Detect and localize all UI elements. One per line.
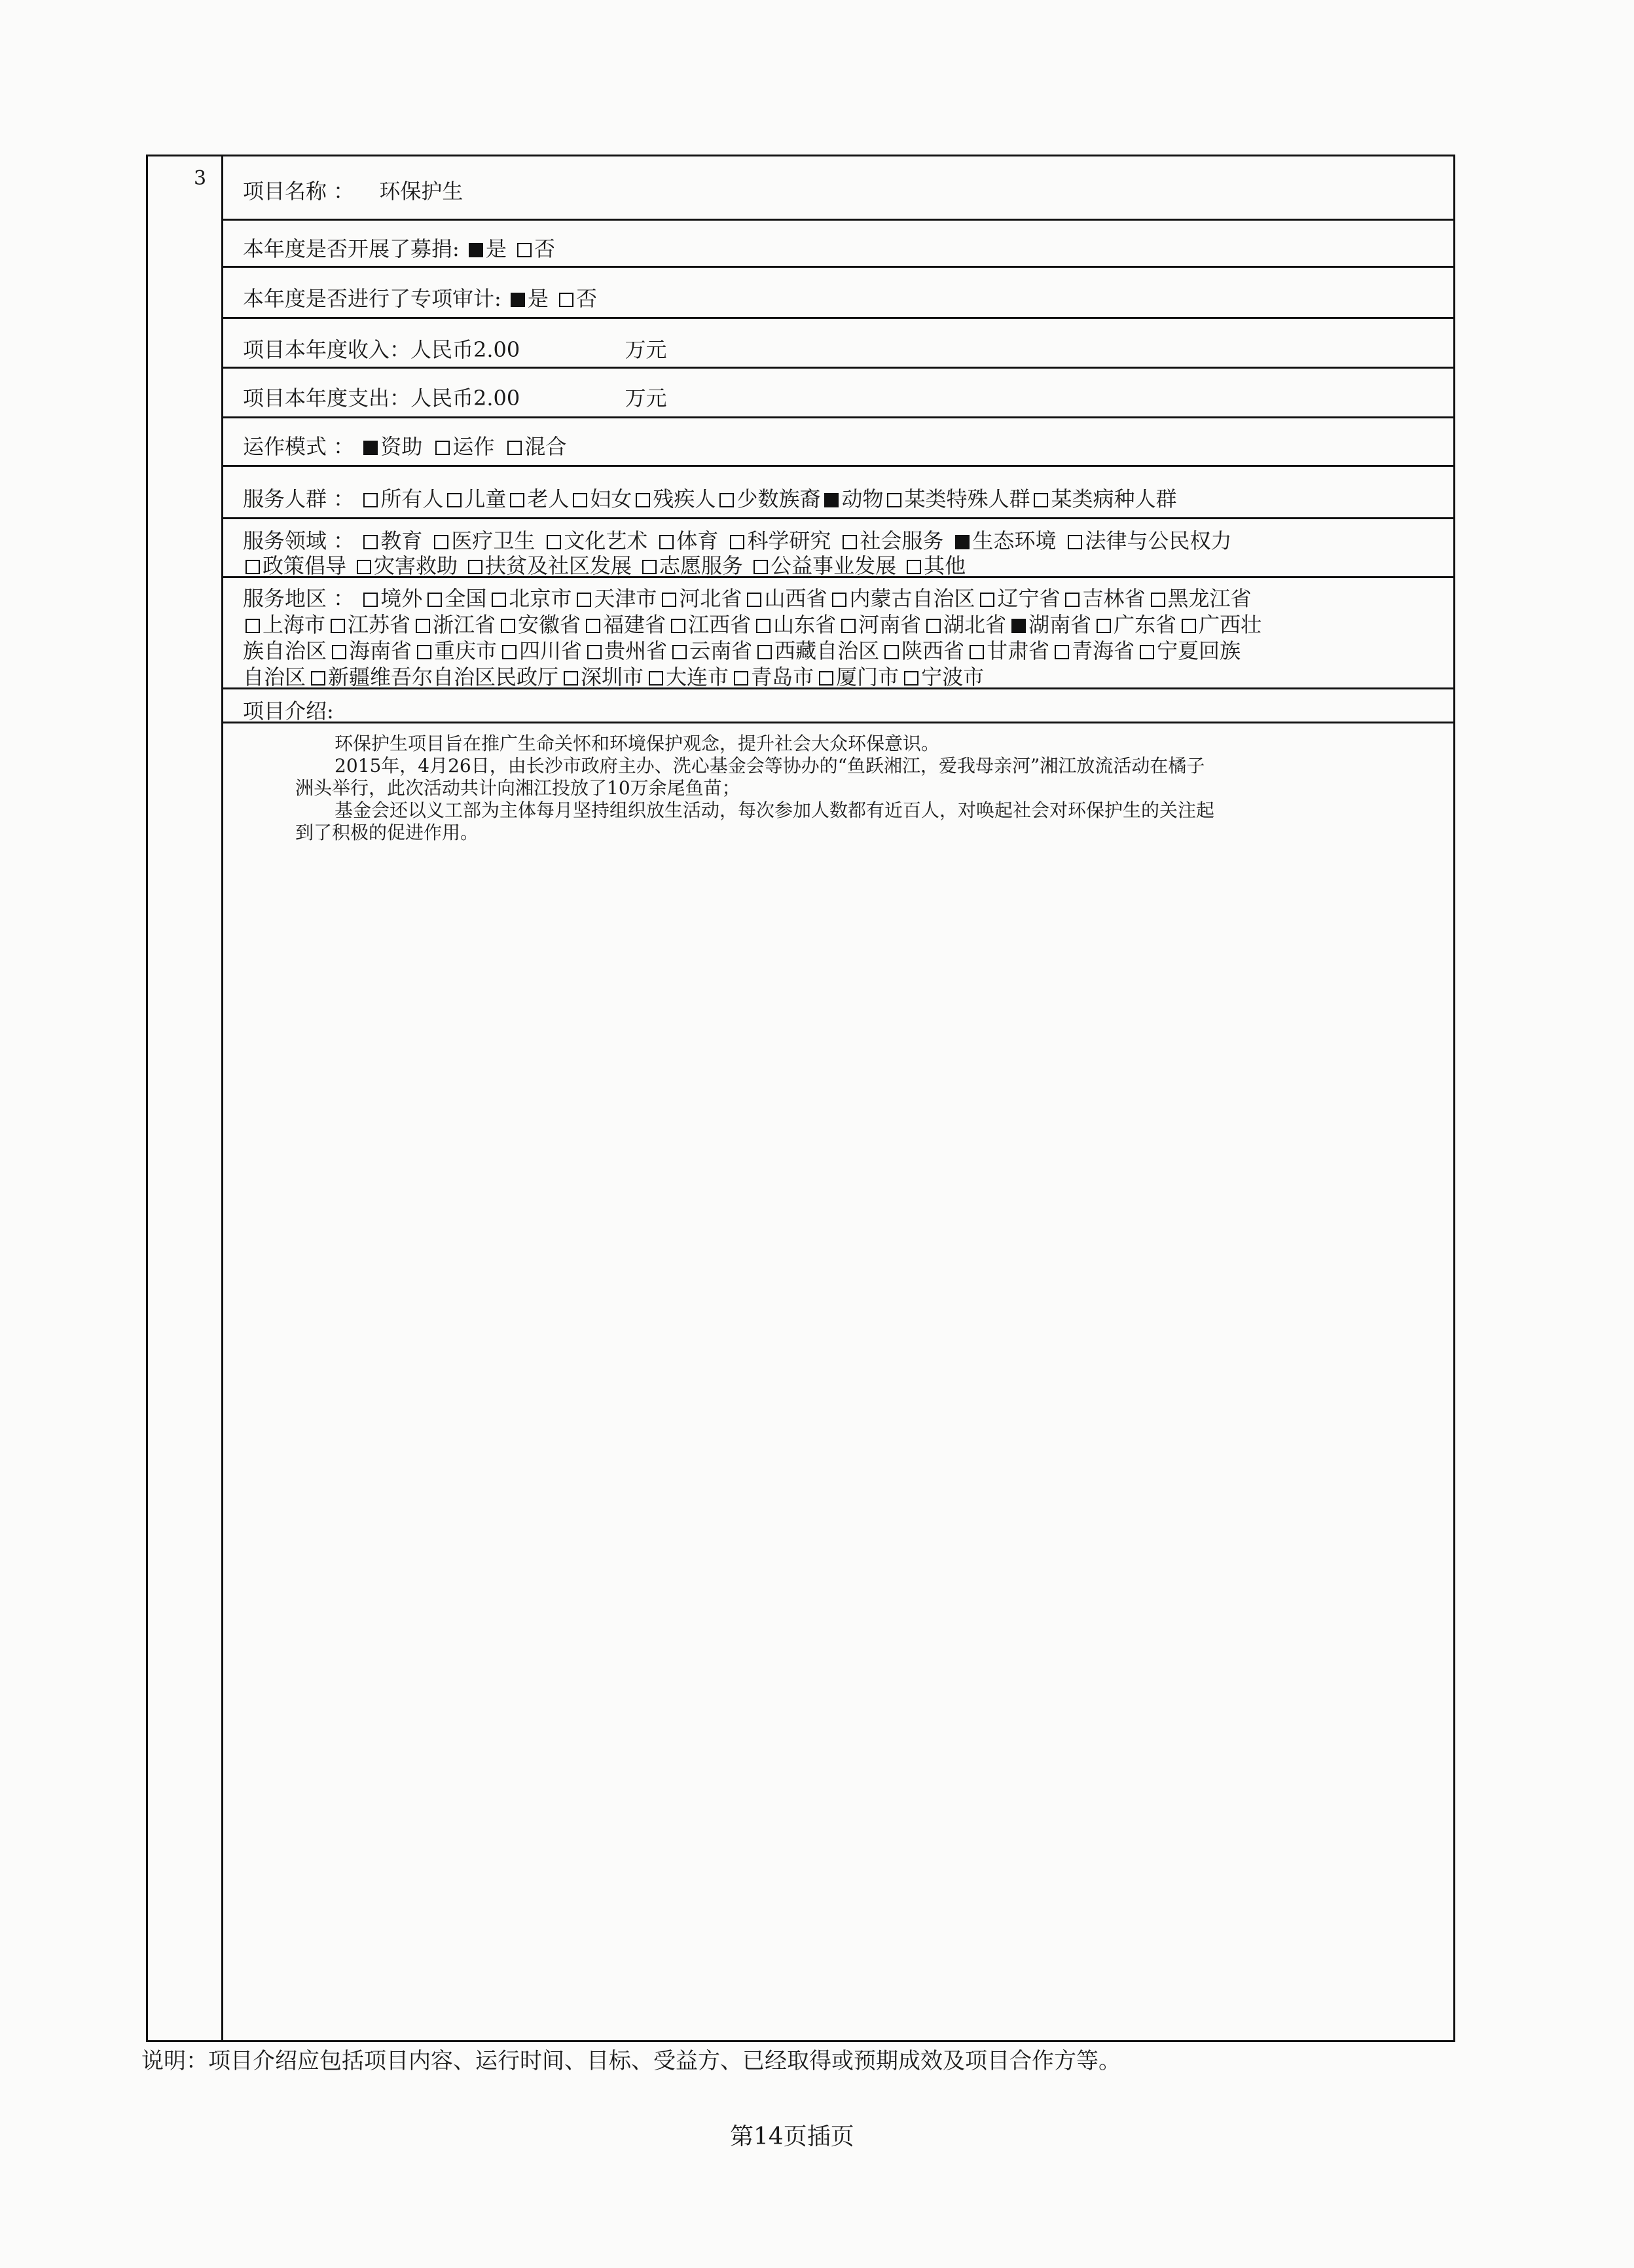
unchecked-checkbox[interactable] bbox=[434, 535, 448, 549]
unchecked-checkbox[interactable] bbox=[417, 645, 431, 659]
option-item bbox=[839, 612, 921, 637]
unchecked-checkbox[interactable] bbox=[547, 535, 561, 549]
unchecked-checkbox[interactable] bbox=[245, 560, 260, 574]
option-label: 境外 bbox=[380, 586, 423, 611]
option-item bbox=[413, 612, 496, 637]
option-label: 福建省 bbox=[603, 612, 666, 637]
unchecked-checkbox[interactable] bbox=[819, 671, 833, 686]
unchecked-checkbox[interactable] bbox=[245, 619, 260, 633]
income-unit: 万元 bbox=[625, 337, 667, 362]
option-item bbox=[717, 486, 820, 511]
option-item bbox=[515, 236, 555, 261]
field-label: 服务领域 ： bbox=[243, 528, 355, 553]
option-item bbox=[361, 486, 443, 511]
option-label: 自治区 bbox=[243, 665, 306, 689]
unchecked-checkbox[interactable] bbox=[564, 671, 578, 686]
checked-checkbox[interactable] bbox=[955, 535, 970, 549]
project-form bbox=[146, 155, 1455, 2042]
unchecked-checkbox[interactable] bbox=[447, 493, 462, 507]
option-label: 黑龙江省 bbox=[1167, 586, 1252, 611]
unchecked-checkbox[interactable] bbox=[753, 560, 768, 574]
option-label: 西藏自治区 bbox=[774, 638, 880, 663]
unchecked-checkbox[interactable] bbox=[980, 593, 994, 607]
unchecked-checkbox[interactable] bbox=[1097, 619, 1111, 633]
option-item bbox=[1094, 612, 1176, 637]
option-label: 江西省 bbox=[688, 612, 752, 637]
option-item bbox=[744, 586, 827, 611]
option-label: 广西壮 bbox=[1199, 612, 1262, 637]
option-label: 儿童 bbox=[464, 486, 507, 511]
row-number: 3 bbox=[194, 167, 207, 190]
option-label: 四川省 bbox=[519, 638, 583, 663]
unchecked-checkbox[interactable] bbox=[662, 593, 676, 607]
region-row bbox=[223, 578, 1453, 689]
option-item bbox=[574, 586, 657, 611]
option-item bbox=[731, 665, 814, 689]
option-item bbox=[329, 638, 412, 663]
intro-paragraph: 到了积极的促进作用。 bbox=[295, 822, 479, 843]
option-label: 山西省 bbox=[764, 586, 827, 611]
option-item bbox=[585, 638, 667, 663]
option-label: 安徽省 bbox=[518, 612, 581, 637]
expense-row bbox=[223, 369, 1453, 418]
unchecked-checkbox[interactable] bbox=[841, 619, 856, 633]
option-item bbox=[659, 586, 742, 611]
unchecked-checkbox[interactable] bbox=[636, 493, 650, 507]
intro-text bbox=[295, 733, 1214, 844]
unchecked-checkbox[interactable] bbox=[492, 593, 506, 607]
option-item bbox=[561, 665, 644, 689]
unchecked-checkbox[interactable] bbox=[517, 243, 532, 257]
unchecked-checkbox[interactable] bbox=[468, 560, 482, 574]
option-label: 志愿服务 bbox=[659, 553, 744, 578]
unchecked-checkbox[interactable] bbox=[672, 645, 687, 659]
option-item bbox=[433, 434, 494, 459]
unchecked-checkbox[interactable] bbox=[363, 593, 378, 607]
option-item bbox=[1137, 638, 1241, 663]
option-item bbox=[1052, 638, 1135, 663]
unchecked-checkbox[interactable] bbox=[671, 619, 685, 633]
option-label: 少数族裔 bbox=[736, 486, 821, 511]
fundraise-label: 本年度是否开展了募捐: bbox=[243, 236, 460, 261]
option-item bbox=[670, 638, 752, 663]
unchecked-checkbox[interactable] bbox=[1140, 645, 1154, 659]
option-item bbox=[507, 486, 569, 511]
intro-label: 项目介绍: bbox=[243, 699, 334, 723]
option-item bbox=[1065, 528, 1231, 553]
option-item bbox=[884, 486, 1030, 511]
field-options-line2 bbox=[243, 549, 973, 579]
option-item bbox=[414, 638, 497, 663]
option-label: 湖南省 bbox=[1028, 612, 1092, 637]
option-label: 生态环境 bbox=[972, 528, 1057, 553]
option-label: 山东省 bbox=[773, 612, 837, 637]
option-label: 某类病种人群 bbox=[1051, 486, 1177, 511]
unchecked-checkbox[interactable] bbox=[587, 645, 602, 659]
option-label: 宁夏回族 bbox=[1157, 638, 1241, 663]
option-label: 公益事业发展 bbox=[771, 553, 897, 578]
unchecked-checkbox[interactable] bbox=[884, 645, 899, 659]
option-label: 北京市 bbox=[509, 586, 572, 611]
unchecked-checkbox[interactable] bbox=[730, 535, 744, 549]
option-item bbox=[1009, 612, 1091, 637]
unchecked-checkbox[interactable] bbox=[904, 671, 918, 686]
option-item bbox=[904, 553, 966, 578]
option-label: 残疾人 bbox=[653, 486, 716, 511]
option-item bbox=[646, 665, 729, 689]
option-item bbox=[755, 638, 879, 663]
unchecked-checkbox[interactable] bbox=[435, 441, 450, 455]
fundraise-options bbox=[466, 236, 563, 261]
option-item bbox=[425, 586, 486, 611]
unchecked-checkbox[interactable] bbox=[363, 535, 378, 549]
unchecked-checkbox[interactable] bbox=[926, 619, 941, 633]
option-item bbox=[753, 612, 836, 637]
unchecked-checkbox[interactable] bbox=[357, 560, 371, 574]
option-label: 否 bbox=[534, 236, 555, 261]
unchecked-checkbox[interactable] bbox=[1065, 593, 1080, 607]
option-item bbox=[243, 553, 346, 578]
unchecked-checkbox[interactable] bbox=[843, 535, 857, 549]
option-label: 族自治区 bbox=[243, 638, 327, 663]
option-label: 广东省 bbox=[1114, 612, 1177, 637]
option-item bbox=[489, 586, 572, 611]
crowd-label: 服务人群 ： bbox=[243, 486, 355, 511]
option-item bbox=[977, 586, 1060, 611]
income-label: 项目本年度收入：人民币2.00 bbox=[243, 337, 520, 362]
option-label: 教育 bbox=[380, 528, 423, 553]
footer-note: 说明：项目介绍应包括项目内容、运行时间、目标、受益方、已经取得或预期成效及项目合作方等。 bbox=[141, 2048, 1121, 2074]
option-item bbox=[498, 612, 581, 637]
option-item bbox=[882, 638, 964, 663]
option-label: 上海市 bbox=[263, 612, 326, 637]
option-item bbox=[445, 486, 506, 511]
option-label: 贵州省 bbox=[604, 638, 668, 663]
audit-row bbox=[223, 268, 1453, 319]
option-label: 政策倡导 bbox=[263, 553, 347, 578]
checked-checkbox[interactable] bbox=[469, 243, 483, 257]
option-label: 陕西省 bbox=[901, 638, 965, 663]
option-label: 运作 bbox=[452, 434, 495, 459]
row-number-cell bbox=[148, 156, 223, 2040]
option-label: 老人 bbox=[527, 486, 570, 511]
option-label: 其他 bbox=[924, 553, 966, 578]
expense-unit: 万元 bbox=[625, 386, 667, 411]
option-item bbox=[901, 665, 984, 689]
expense-label: 项目本年度支出：人民币2.00 bbox=[243, 386, 520, 411]
option-label: 内蒙古自治区 bbox=[849, 586, 975, 611]
unchecked-checkbox[interactable] bbox=[756, 619, 771, 633]
option-label: 法律与公民权力 bbox=[1085, 528, 1232, 553]
unchecked-checkbox[interactable] bbox=[502, 645, 517, 659]
unchecked-checkbox[interactable] bbox=[331, 619, 345, 633]
option-label: 医疗卫生 bbox=[451, 528, 536, 553]
unchecked-checkbox[interactable] bbox=[332, 645, 346, 659]
checked-checkbox[interactable] bbox=[511, 293, 525, 307]
option-item bbox=[1179, 612, 1262, 637]
option-item bbox=[308, 665, 558, 689]
option-item bbox=[243, 638, 327, 663]
option-label: 厦门市 bbox=[836, 665, 899, 689]
option-label: 河南省 bbox=[858, 612, 922, 637]
option-label: 吉林省 bbox=[1082, 586, 1146, 611]
unchecked-checkbox[interactable] bbox=[510, 493, 524, 507]
crowd-row bbox=[223, 467, 1453, 519]
option-label: 文化艺术 bbox=[564, 528, 648, 553]
option-label: 扶贫及社区发展 bbox=[485, 553, 632, 578]
option-label: 江苏省 bbox=[348, 612, 411, 637]
option-label: 辽宁省 bbox=[997, 586, 1061, 611]
option-item bbox=[465, 553, 632, 578]
option-label: 宁波市 bbox=[921, 665, 985, 689]
option-item bbox=[361, 434, 422, 459]
option-label: 体育 bbox=[676, 528, 719, 553]
region-label: 服务地区 ： bbox=[243, 586, 355, 611]
project-name-label: 项目名称 ： bbox=[243, 179, 355, 204]
option-label: 浙江省 bbox=[433, 612, 496, 637]
unchecked-checkbox[interactable] bbox=[642, 560, 657, 574]
unchecked-checkbox[interactable] bbox=[1034, 493, 1048, 507]
unchecked-checkbox[interactable] bbox=[907, 560, 921, 574]
unchecked-checkbox[interactable] bbox=[757, 645, 772, 659]
option-item bbox=[505, 434, 566, 459]
unchecked-checkbox[interactable] bbox=[577, 593, 591, 607]
option-label: 灾害救助 bbox=[374, 553, 458, 578]
checked-checkbox[interactable] bbox=[1011, 619, 1026, 633]
unchecked-checkbox[interactable] bbox=[311, 671, 325, 686]
option-item bbox=[822, 486, 883, 511]
page-number: 第14页插页 bbox=[730, 2123, 854, 2150]
unchecked-checkbox[interactable] bbox=[1068, 535, 1082, 549]
option-label: 海南省 bbox=[349, 638, 412, 663]
option-item bbox=[751, 553, 896, 578]
option-item bbox=[583, 612, 666, 637]
unchecked-checkbox[interactable] bbox=[1182, 619, 1196, 633]
option-item bbox=[499, 638, 582, 663]
unchecked-checkbox[interactable] bbox=[573, 493, 587, 507]
option-item bbox=[633, 486, 716, 511]
option-label: 动物 bbox=[841, 486, 884, 511]
option-label: 某类特殊人群 bbox=[904, 486, 1030, 511]
option-item bbox=[508, 286, 549, 311]
option-label: 重庆市 bbox=[434, 638, 498, 663]
project-name-row bbox=[223, 156, 1453, 221]
option-label: 全国 bbox=[445, 586, 487, 611]
unchecked-checkbox[interactable] bbox=[659, 535, 674, 549]
fundraise-row bbox=[223, 221, 1453, 268]
option-label: 湖北省 bbox=[943, 612, 1007, 637]
option-label: 科学研究 bbox=[747, 528, 831, 553]
project-details bbox=[223, 156, 1453, 2040]
option-item bbox=[1062, 586, 1145, 611]
intro-label-row bbox=[223, 689, 1453, 723]
intro-paragraph: 洲头举行，此次活动共计向湘江投放了10万余尾鱼苗； bbox=[295, 777, 740, 799]
unchecked-checkbox[interactable] bbox=[887, 493, 901, 507]
option-item bbox=[1031, 486, 1176, 511]
intro-paragraph: 基金会还以义工部为主体每月坚持组织放生活动，每次参加人数都有近百人，对唤起社会对环保护生的关注起 bbox=[335, 799, 1215, 821]
checked-checkbox[interactable] bbox=[824, 493, 839, 507]
unchecked-checkbox[interactable] bbox=[427, 593, 442, 607]
project-name-value: 环保护生 bbox=[379, 179, 463, 204]
unchecked-checkbox[interactable] bbox=[416, 619, 430, 633]
unchecked-checkbox[interactable] bbox=[832, 593, 846, 607]
unchecked-checkbox[interactable] bbox=[719, 493, 734, 507]
intro-paragraph: 2015年，4月26日，由长沙市政府主办、洗心基金会等协办的“鱼跃湘江，爱我母亲河”湘江放流活动在橘子 bbox=[335, 755, 1205, 777]
option-label: 青海省 bbox=[1072, 638, 1135, 663]
option-item bbox=[556, 286, 597, 311]
unchecked-checkbox[interactable] bbox=[363, 493, 378, 507]
unchecked-checkbox[interactable] bbox=[586, 619, 600, 633]
option-item bbox=[243, 665, 306, 689]
option-label: 甘肃省 bbox=[987, 638, 1050, 663]
audit-label: 本年度是否进行了专项审计: bbox=[243, 286, 501, 311]
option-item bbox=[328, 612, 410, 637]
unchecked-checkbox[interactable] bbox=[734, 671, 748, 686]
option-item bbox=[967, 638, 1049, 663]
option-label: 是 bbox=[485, 236, 507, 261]
option-item bbox=[924, 612, 1006, 637]
option-label: 妇女 bbox=[590, 486, 632, 511]
unchecked-checkbox[interactable] bbox=[970, 645, 984, 659]
crowd-options bbox=[361, 486, 1178, 511]
option-item bbox=[1148, 586, 1252, 611]
unchecked-checkbox[interactable] bbox=[501, 619, 515, 633]
unchecked-checkbox[interactable] bbox=[747, 593, 761, 607]
option-label: 深圳市 bbox=[581, 665, 644, 689]
option-item bbox=[640, 553, 743, 578]
option-label: 社会服务 bbox=[860, 528, 944, 553]
option-label: 云南省 bbox=[689, 638, 753, 663]
region-options-line1 bbox=[361, 586, 1254, 611]
option-item bbox=[354, 553, 458, 578]
option-item bbox=[466, 236, 507, 261]
unchecked-checkbox[interactable] bbox=[1151, 593, 1165, 607]
option-label: 新疆维吾尔自治区民政厅 bbox=[328, 665, 559, 689]
option-item bbox=[668, 612, 751, 637]
unchecked-checkbox[interactable] bbox=[507, 441, 522, 455]
mode-row bbox=[223, 418, 1453, 467]
field-row bbox=[223, 519, 1453, 578]
option-label: 所有人 bbox=[380, 486, 444, 511]
option-label: 河北省 bbox=[679, 586, 742, 611]
option-label: 是 bbox=[527, 286, 549, 311]
mode-options bbox=[361, 434, 577, 459]
option-label: 青岛市 bbox=[751, 665, 814, 689]
option-item bbox=[816, 665, 899, 689]
option-label: 资助 bbox=[380, 434, 423, 459]
intro-paragraph: 环保护生项目旨在推广生命关怀和环境保护观念，提升社会大众环保意识。 bbox=[335, 733, 940, 754]
option-label: 大连市 bbox=[666, 665, 729, 689]
unchecked-checkbox[interactable] bbox=[649, 671, 663, 686]
audit-options bbox=[508, 286, 605, 311]
option-item bbox=[361, 586, 422, 611]
option-item bbox=[243, 612, 325, 637]
option-item bbox=[570, 486, 632, 511]
income-row bbox=[223, 319, 1453, 369]
region-options-line4 bbox=[243, 661, 987, 691]
option-item bbox=[829, 586, 975, 611]
checked-checkbox[interactable] bbox=[363, 441, 378, 455]
option-label: 否 bbox=[575, 286, 597, 311]
unchecked-checkbox[interactable] bbox=[1055, 645, 1069, 659]
option-label: 天津市 bbox=[594, 586, 657, 611]
unchecked-checkbox[interactable] bbox=[559, 293, 573, 307]
option-label: 混合 bbox=[524, 434, 567, 459]
mode-label: 运作模式 ： bbox=[243, 434, 355, 459]
